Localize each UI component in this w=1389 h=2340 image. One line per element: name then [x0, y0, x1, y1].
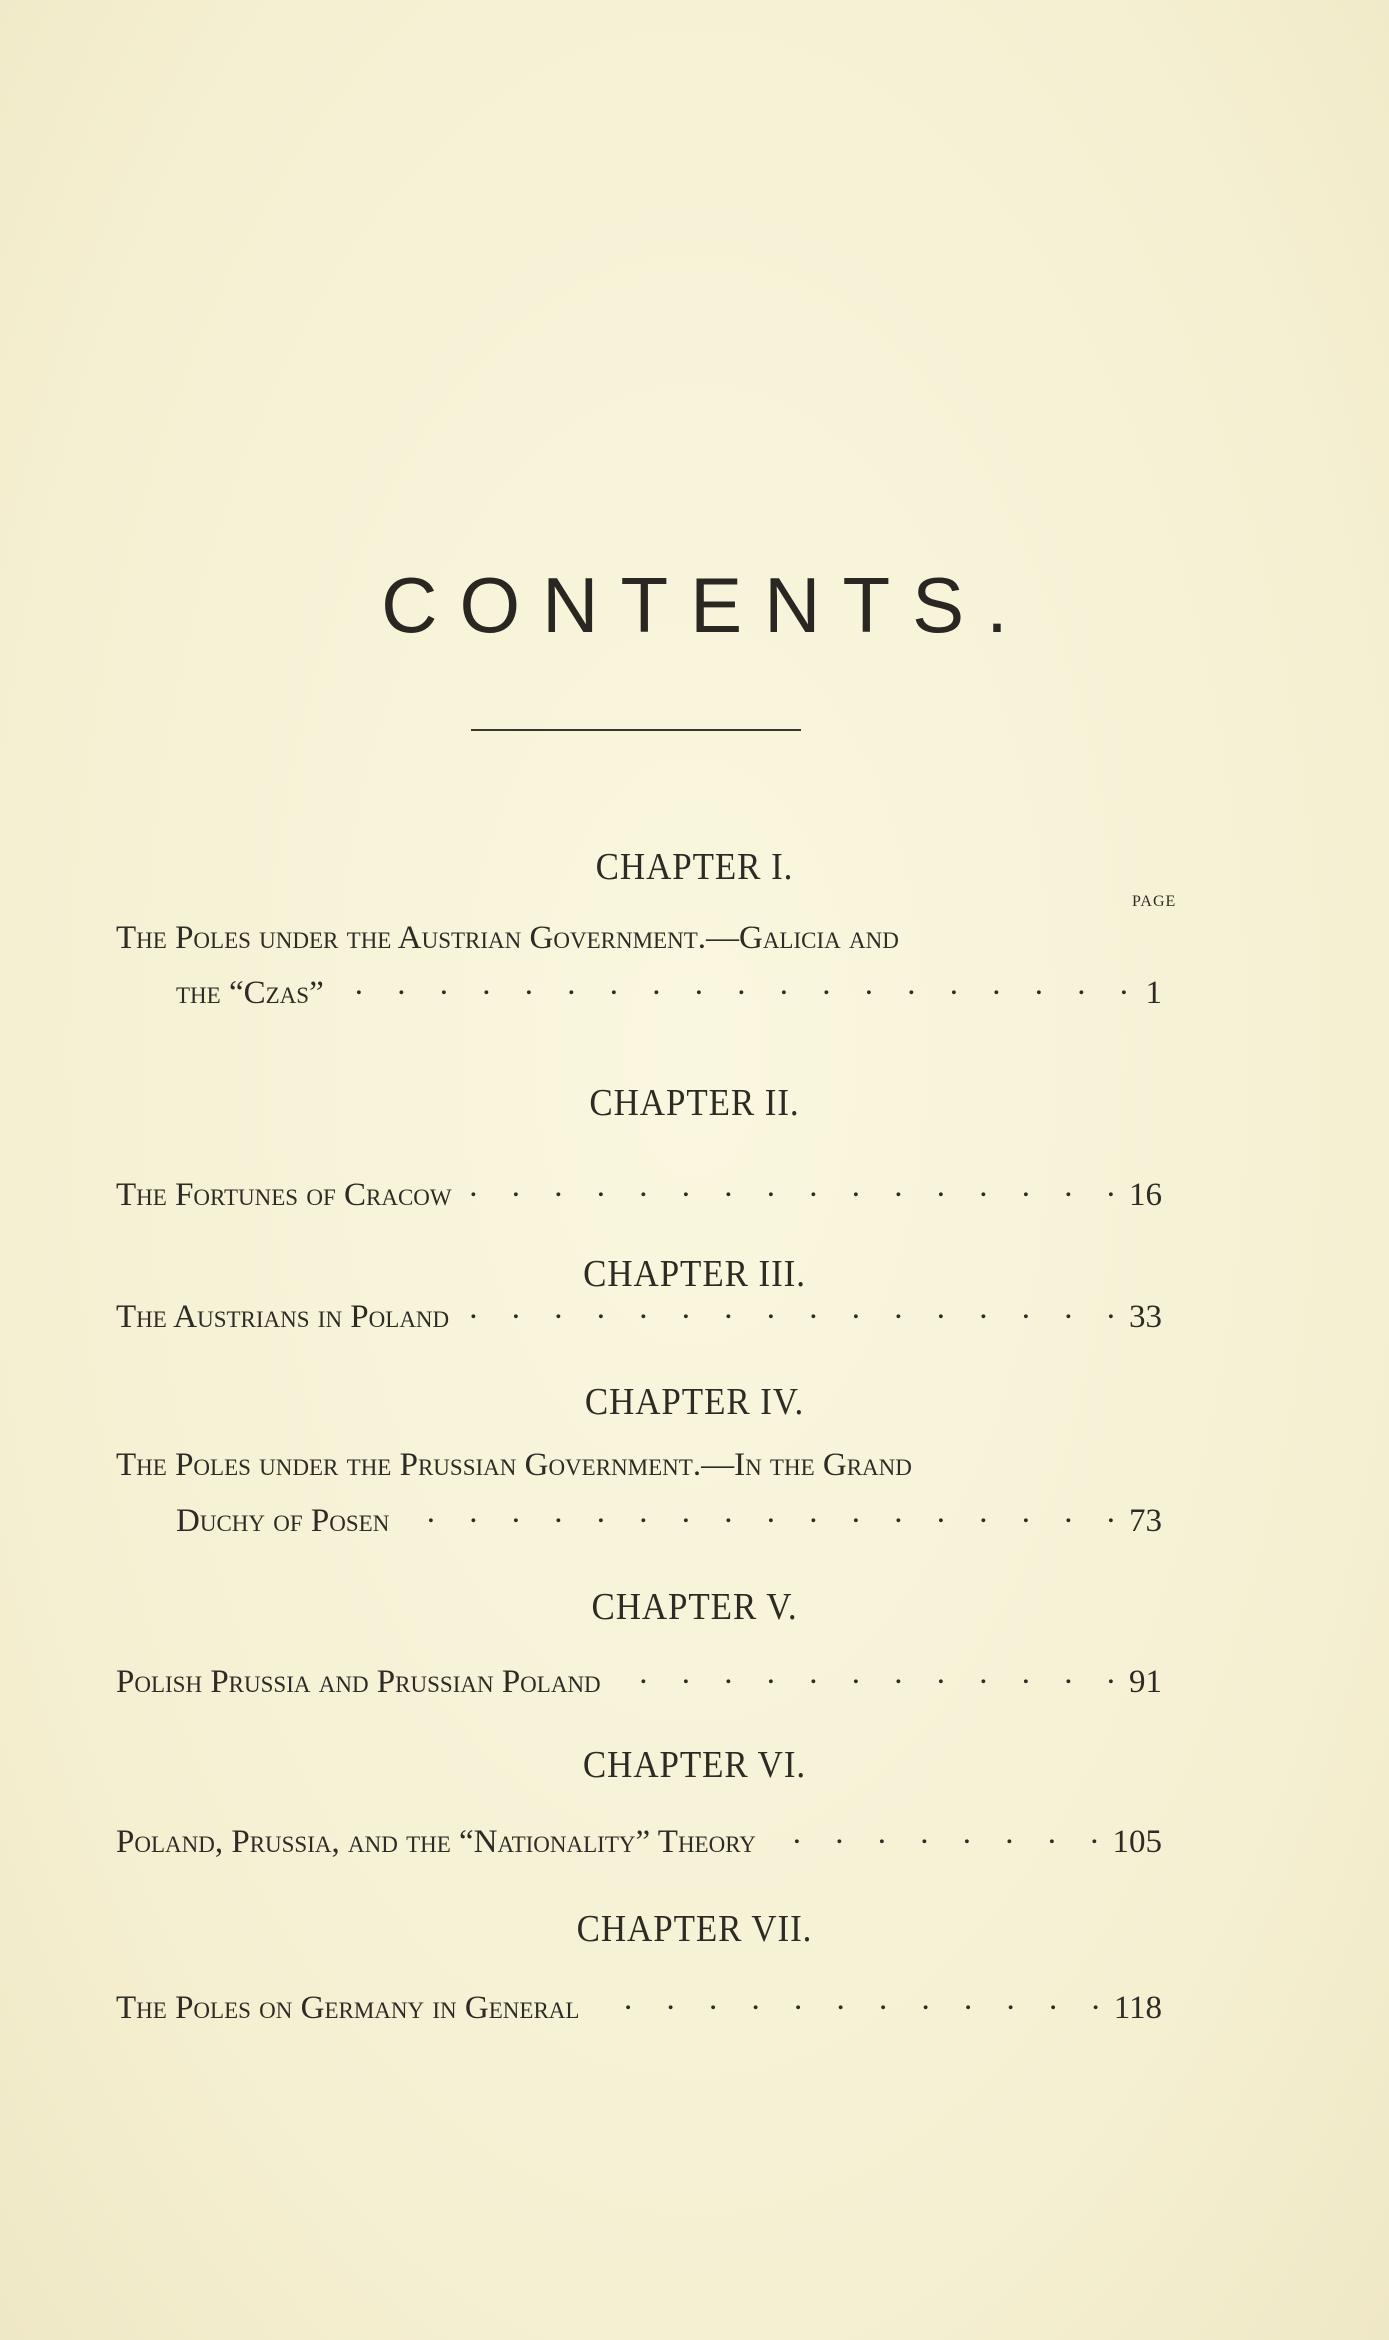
chapter-heading: CHAPTER I. [595, 846, 794, 888]
toc-entry-line[interactable] [116, 920, 1162, 957]
toc-entry-line[interactable] [116, 1290, 1162, 1336]
toc-entry-line[interactable] [116, 1447, 1162, 1484]
chapter-heading: CHAPTER VI. [582, 1744, 807, 1786]
page-title: CONTENTS. [381, 561, 1030, 649]
entry-title: Duchy of Posen [176, 1503, 390, 1539]
page-number: 33 [1129, 1299, 1162, 1335]
dot-leader [463, 1290, 1115, 1327]
toc-entry-line[interactable] [116, 1168, 1162, 1214]
chapter-heading: CHAPTER III. [583, 1253, 806, 1295]
page-number: 91 [1129, 1664, 1162, 1700]
page-number: 118 [1113, 1990, 1162, 2026]
page-number: 1 [1145, 975, 1162, 1011]
dot-leader [770, 1815, 1099, 1852]
toc-entry-line[interactable] [176, 966, 1162, 1012]
entry-title: the “Czas” [176, 975, 324, 1011]
page-number: 16 [1129, 1177, 1162, 1213]
entry-title: The Poles under the Austrian Government.—Galicia and [116, 920, 899, 956]
page-column-label: PAGE [1132, 893, 1177, 910]
entry-title: The Poles on Germany in General [116, 1990, 580, 2026]
chapter-heading: CHAPTER IV. [584, 1381, 805, 1423]
entry-title: Poland, Prussia, and the “Nationality” Theory [116, 1824, 756, 1860]
page-number: 105 [1112, 1824, 1162, 1860]
chapter-heading: CHAPTER II. [589, 1082, 800, 1124]
page-number: 73 [1129, 1503, 1162, 1539]
entry-title: The Austrians in Poland [116, 1299, 450, 1335]
entry-title: The Poles under the Prussian Government.—In the Grand [116, 1447, 912, 1483]
toc-entry-line[interactable] [116, 1981, 1162, 2027]
dot-leader [403, 1494, 1115, 1531]
dot-leader [338, 966, 1128, 1003]
entry-title: The Fortunes of Cracow [116, 1177, 452, 1213]
chapter-heading: CHAPTER V. [591, 1586, 798, 1628]
toc-entry-line[interactable] [176, 1494, 1162, 1540]
toc-entry-line[interactable] [116, 1655, 1162, 1701]
dot-leader [466, 1168, 1115, 1205]
title-divider [471, 729, 801, 731]
toc-entry-line[interactable] [116, 1815, 1162, 1861]
entry-title: Polish Prussia and Prussian Poland [116, 1664, 601, 1700]
chapter-heading: CHAPTER VII. [576, 1908, 813, 1950]
dot-leader [593, 1981, 1099, 2018]
dot-leader [615, 1655, 1115, 1692]
